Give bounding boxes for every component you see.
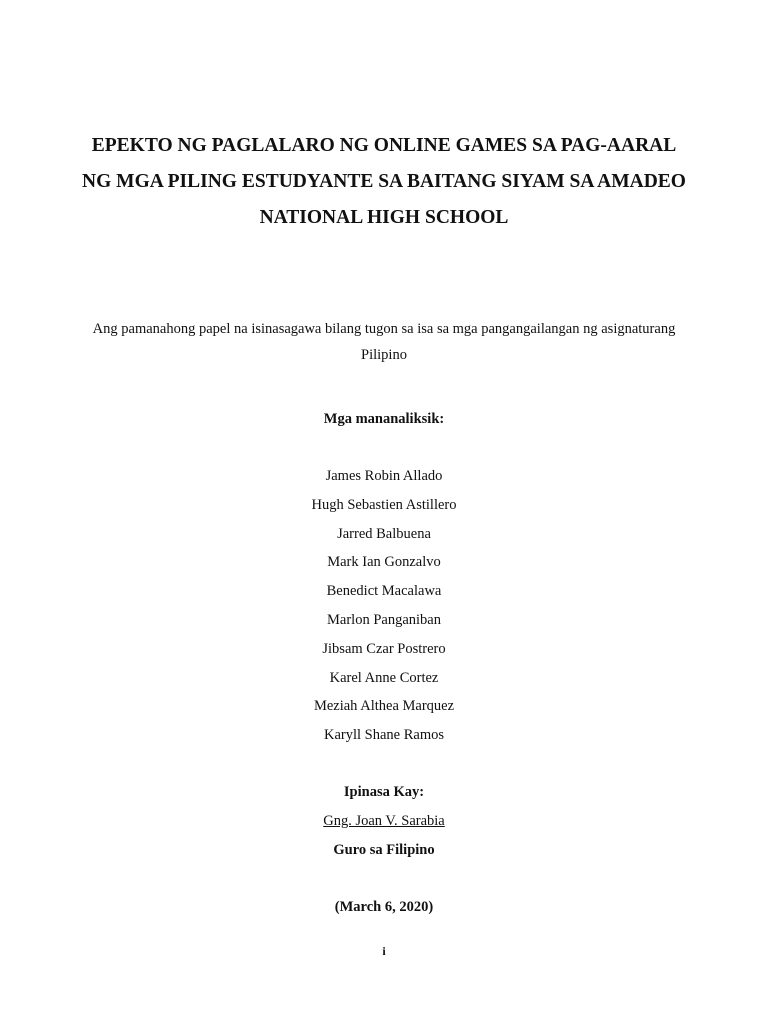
- teacher-role: Guro sa Filipino: [333, 842, 435, 858]
- teacher-name: Gng. Joan V. Sarabia: [323, 813, 445, 829]
- researcher-name: Mark Ian Gonzalvo: [327, 554, 441, 571]
- researcher-name: Karyll Shane Ramos: [323, 727, 444, 744]
- researcher-name: Marlon Panganiban: [327, 611, 441, 628]
- researcher-name: James Robin Allado: [325, 468, 443, 484]
- researcher-name: Hugh Sebastien Astillero: [311, 496, 457, 513]
- description-line: Ang pamanahong papel na isinasagawa bilang tugon sa isa sa mga pangangailangan ng asignaturang: [92, 321, 676, 337]
- submitted-to-heading: Ipinasa Kay:: [343, 784, 425, 800]
- title-line: NATIONAL HIGH SCHOOL: [259, 207, 509, 228]
- researcher-name: Karel Anne Cortez: [329, 669, 439, 686]
- title-line: NG MGA PILING ESTUDYANTE SA BAITANG SIYAM SA AMADEO: [82, 171, 686, 192]
- researcher-name: Jibsam Czar Postrero: [322, 640, 446, 657]
- teacher-name-line: [0, 811, 768, 831]
- title-line: EPEKTO NG PAGLALARO NG ONLINE GAMES SA PAG-AARAL: [91, 135, 677, 156]
- researcher-name: Jarred Balbuena: [337, 525, 431, 542]
- researcher-name: Meziah Althea Marquez: [313, 698, 455, 715]
- paper-title: [0, 128, 768, 236]
- submission-date: (March 6, 2020): [334, 899, 434, 915]
- researchers-heading: Mga mananaliksik:: [323, 411, 445, 427]
- paper-description: [40, 316, 728, 368]
- page-number: i: [382, 944, 386, 958]
- researchers-list: [0, 466, 768, 754]
- description-line: Pilipino: [361, 347, 407, 363]
- researcher-name: Benedict Macalawa: [326, 583, 442, 600]
